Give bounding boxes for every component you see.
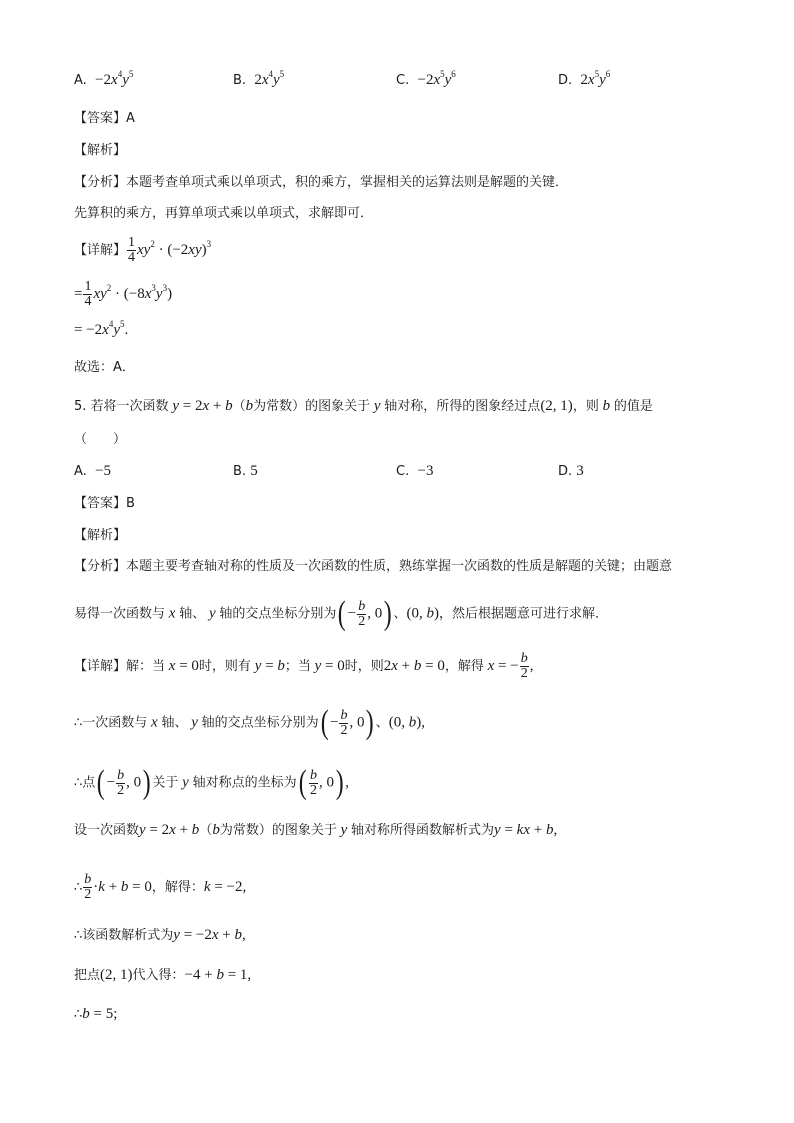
q5-option-b (233, 463, 258, 480)
q5-analysis-tag: 【解析】 (74, 528, 127, 543)
text: ∴ (74, 880, 83, 895)
option-value: −5 (95, 463, 112, 479)
text: 、 (375, 715, 389, 731)
fraction-one-quarter: $\frac{1}{4}$ (84, 279, 92, 309)
text: 轴的交点坐标分别为 (201, 715, 319, 731)
fraction-one-quarter: $\frac{1}{4}$ (128, 235, 136, 265)
q5-blank: （ ） (74, 432, 127, 447)
text: ；当 (284, 659, 311, 674)
question-number: 5. (74, 399, 87, 414)
stem-text: 的值是 (613, 399, 653, 414)
option-label: A. (74, 73, 87, 88)
text: 代入得： (132, 968, 185, 983)
text: 设一次函数 (74, 823, 140, 838)
text: 轴、 (179, 606, 206, 622)
option-label: D. (558, 464, 573, 479)
stem-text: 为常数）的图象关于 (253, 399, 371, 414)
option-label: A. (74, 464, 87, 479)
text: 轴对称所得函数解析式为 (351, 823, 495, 838)
text: 把点 (74, 968, 101, 983)
fenxi-tag: 【分析】 (74, 175, 127, 190)
text: 时，则有 (198, 659, 251, 674)
option-label: C. (396, 73, 410, 88)
text: 关于 (152, 775, 179, 791)
answer-value: A (126, 111, 135, 126)
fenxi-text: 本题考查单项式乘以单项式，积的乘方，掌握相关的运算法则是解题的关键． (126, 175, 569, 190)
stem-text: ，则 (572, 399, 599, 414)
q5-detail-line4: 设一次函数y = 2x + b（b为常数）的图象关于 y 轴对称所得函数解析式为y = kx + b, (74, 822, 558, 838)
stem-text: 若将一次函数 (90, 399, 169, 414)
q4-detail-line2: = $\frac{1}{4}$ $xy^2 \cdot (-8x^3y^3)$ (74, 279, 173, 309)
q4-option-a: A. $-2x^4y^5$ (74, 69, 134, 88)
text: 轴对称点的坐标为 (192, 775, 297, 791)
q4-option-c: C. $-2x^5y^6$ (396, 69, 456, 88)
option-value: 5 (250, 463, 258, 479)
option-value: −3 (417, 463, 434, 479)
fenxi-text: 本题主要考查轴对称的性质及一次函数的性质，熟练掌握一次函数的性质是解题的关键；由题意 (126, 559, 673, 574)
text: 轴、 (161, 715, 188, 731)
q4-method: 先算积的乘方，再算单项式乘以单项式，求解即可． (74, 206, 374, 221)
q5-option-d (558, 463, 584, 480)
q5-option-a (74, 463, 111, 480)
q5-option-c (396, 463, 433, 480)
q5-detail-line6: ∴该函数解析式为y = −2x + b, (74, 927, 246, 943)
text: 解：当 (126, 659, 166, 674)
q5-fenxi-line2: 易得一次函数与 x 轴、 y 轴的交点坐标分别为( − $\frac{b}{2}$ , 0) 、(0, b)，然后根据题意可进行求解． (74, 595, 609, 632)
q4-option-d: D. $2x^5y^6$ (558, 69, 611, 88)
q4-option-b: B. $2x^4y^5$ (233, 69, 285, 88)
option-label: D. (558, 73, 573, 88)
q5-detail-line8: ∴b = 5; (74, 1006, 118, 1022)
text: 易得一次函数与 (74, 606, 166, 622)
text: ，然后根据题意可进行求解． (439, 606, 609, 622)
option-label: B. (233, 464, 247, 479)
answer-tag: 【答案】 (74, 111, 127, 126)
answer-value: B (126, 496, 135, 511)
q4-fenxi (74, 174, 568, 192)
stem-text: 轴对称，所得的图象经过点 (384, 399, 541, 414)
stem-text: （ (232, 399, 246, 414)
text: ∴点 (74, 775, 96, 791)
fenxi-tag: 【分析】 (74, 559, 127, 574)
option-label: C. (396, 464, 410, 479)
q5-answer (74, 495, 135, 513)
q5-detail-line2: ∴一次函数与 x 轴、 y 轴的交点坐标分别为( − $\frac{b}{2}$ , 0) 、(0, b), (74, 704, 426, 741)
q5-detail-line1: 【详解】解：当 x = 0时，则有 y = b；当 y = 0时，则2x + b = 0，解得 x = − $\frac{b}{2}$ , (74, 651, 534, 681)
text: 为常数）的图象关于 (219, 823, 337, 838)
text: 、 (393, 606, 407, 622)
text: ，解得 (444, 659, 484, 674)
option-label: B. (233, 73, 247, 88)
q4-detail-line1: 【详解】 $\frac{1}{4}$ $xy^2 \cdot (-2xy)^3$ (74, 235, 212, 265)
text: 时，则 (344, 659, 384, 674)
text: ∴ (74, 1007, 83, 1022)
q5-detail-line3: ∴点( − $\frac{b}{2}$ , 0) 关于 y 轴对称点的坐标为( $\frac{b}{2}$ , 0) , (74, 764, 350, 801)
option-value: 3 (576, 463, 584, 479)
text: ∴该函数解析式为 (74, 928, 174, 943)
text: ，解得： (151, 880, 204, 895)
q4-detail-line3: = $-2x^4y^5$. (74, 319, 129, 338)
text: （ (199, 823, 213, 838)
text: 轴的交点坐标分别为 (219, 606, 337, 622)
q5-fenxi (74, 558, 672, 576)
answer-tag: 【答案】 (74, 496, 127, 511)
q5-detail-line5: ∴ $\frac{b}{2}$ ·k + b = 0，解得：k = −2, (74, 872, 247, 902)
q4-analysis-tag: 【解析】 (74, 143, 127, 158)
q5-detail-line7: 把点(2, 1)代入得：−4 + b = 1, (74, 967, 252, 983)
detail-tag: 【详解】 (74, 243, 127, 258)
q4-answer (74, 110, 135, 128)
q4-conclusion: 故选：A． (74, 360, 135, 375)
text: ∴一次函数与 (74, 715, 148, 731)
detail-tag: 【详解】 (74, 659, 127, 674)
q5-stem: 5. 若将一次函数 y = 2x + b（b为常数）的图象关于 y 轴对称，所得的图象经过点(2, 1)，则 b 的值是 (74, 398, 653, 414)
